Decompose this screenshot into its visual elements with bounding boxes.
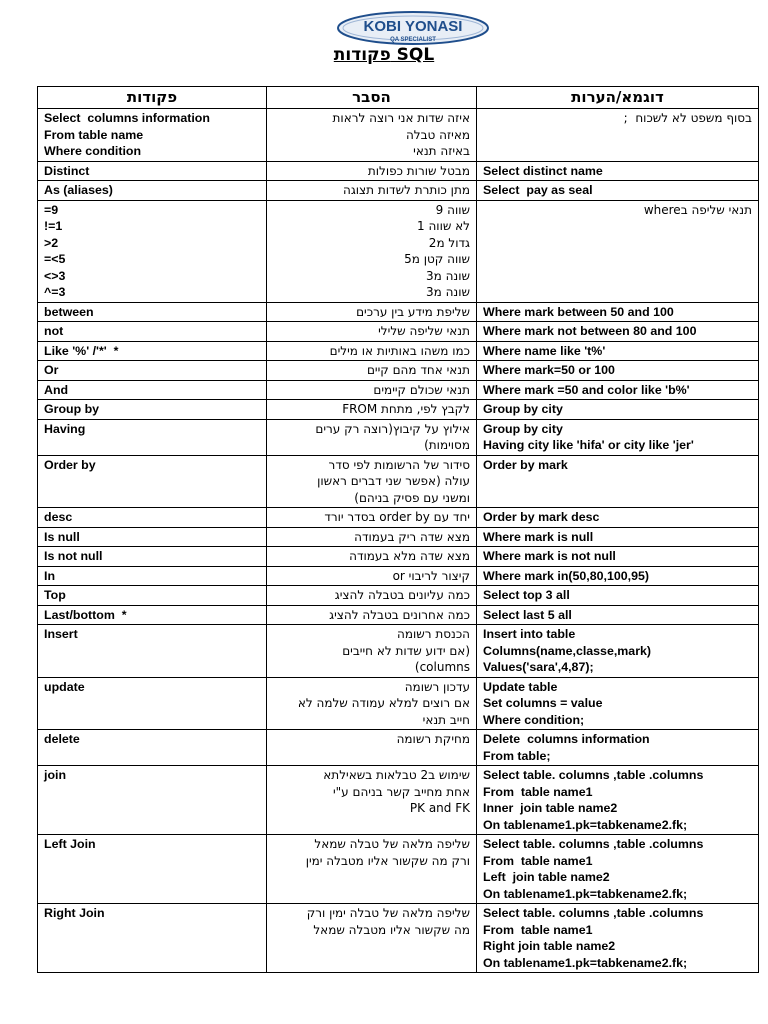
table-row xyxy=(38,455,759,508)
explanation-cell-line: לא שווה 1 xyxy=(417,219,470,233)
explanation-cell-line: ומשני עם פסיק בניהם) xyxy=(354,490,470,505)
example-cell xyxy=(477,341,759,361)
table-row xyxy=(38,341,759,361)
example-cell-line: Columns(name,classe,mark) xyxy=(483,643,652,658)
example-cell-line: From table name1 xyxy=(483,784,593,799)
command-cell-line: As (aliases) xyxy=(44,183,113,197)
example-cell-line: On tablename1.pk=tabkename2.fk; xyxy=(483,955,688,970)
explanation-cell-line: כמה עליונים בטבלה להציג xyxy=(334,588,470,602)
explanation-cell-line: גדול מ2 xyxy=(428,235,470,250)
command-cell xyxy=(38,400,267,420)
command-cell-line: >2 xyxy=(44,235,59,250)
explanation-cell-line: מסוימות) xyxy=(424,438,470,452)
command-cell-line: Left Join xyxy=(44,837,96,851)
explanation-cell-line: שווה 9 xyxy=(435,202,470,217)
example-cell-line: Where mark =50 and color like 'b%' xyxy=(483,382,690,397)
example-cell xyxy=(477,361,759,381)
example-cell-line: Right join table name2 xyxy=(483,939,616,953)
example-cell-line: Having city like 'hifa' or city like 'jer' xyxy=(483,438,694,452)
explanation-cell-line: מאיזה טבלה xyxy=(405,127,470,142)
explanation-cell-line: תנאי שכולם קיימים xyxy=(373,382,470,397)
command-cell xyxy=(38,766,267,835)
table-row xyxy=(38,625,759,678)
example-cell-line: Select pay as seal xyxy=(483,183,593,197)
example-cell-line: Where mark not between 80 and 100 xyxy=(483,324,697,338)
explanation-cell-line: מצא שדה מלא בעמודה xyxy=(349,549,470,563)
table-row xyxy=(38,508,759,528)
command-cell xyxy=(38,730,267,766)
explanation-cell-line: מה שקשור אליו מטבלה שמאל xyxy=(313,922,470,937)
command-cell xyxy=(38,566,267,586)
command-cell-line: desc xyxy=(44,510,73,524)
command-cell-line: delete xyxy=(44,732,80,746)
explanation-cell-line: ורק מה שקשור אליו מטבלה ימין xyxy=(305,853,470,868)
example-cell xyxy=(477,605,759,625)
explanation-cell xyxy=(267,361,477,381)
command-cell xyxy=(38,605,267,625)
example-cell-line: Where condition; xyxy=(483,712,585,727)
explanation-cell xyxy=(267,455,477,508)
example-cell-line: Select table. columns ,table .columns xyxy=(483,837,704,851)
explanation-cell-line: אילוץ על קיבוץ(רוצה רק ערים xyxy=(315,421,470,436)
header-explanation: הסבר xyxy=(267,87,477,109)
explanation-cell xyxy=(267,161,477,181)
command-cell xyxy=(38,625,267,678)
example-cell-line: בסוף משפט לא לשכוח ; xyxy=(623,111,752,125)
explanation-cell xyxy=(267,322,477,342)
example-cell xyxy=(477,730,759,766)
command-cell xyxy=(38,380,267,400)
explanation-cell-line: מצא שדה ריק בעמודה xyxy=(354,529,470,544)
logo-main-text: KOBI YONASI xyxy=(363,18,463,35)
example-cell-line: Select table. columns ,table .columns xyxy=(483,768,704,782)
example-cell xyxy=(477,625,759,678)
explanation-cell-line: קיצור לריבוי or xyxy=(392,568,470,583)
command-cell xyxy=(38,322,267,342)
command-cell xyxy=(38,200,267,302)
example-cell-line: תנאי שליפה בwhere xyxy=(643,202,752,217)
explanation-cell-line: עולה (אפשר שני דברים ראשון xyxy=(317,474,470,488)
explanation-cell-line: הכנסת רשומה xyxy=(396,627,470,641)
explanation-cell xyxy=(267,677,477,730)
example-cell-line: Delete columns information xyxy=(483,732,650,746)
explanation-cell xyxy=(267,625,477,678)
explanation-cell xyxy=(267,904,477,973)
example-cell-line: Where mark is not null xyxy=(483,549,616,563)
table-row xyxy=(38,566,759,586)
command-cell-line: Where condition xyxy=(44,144,142,158)
example-cell xyxy=(477,904,759,973)
explanation-cell xyxy=(267,341,477,361)
explanation-cell-line: חייב תנאי xyxy=(422,712,470,727)
explanation-cell xyxy=(267,200,477,302)
explanation-cell-line: אם רוצים למלא עמודה שלמה לא xyxy=(297,696,470,710)
command-cell-line: =9 xyxy=(44,202,59,217)
table-row xyxy=(38,527,759,547)
explanation-cell-line: אחת מחייב קשר בניהם ע"י xyxy=(332,784,470,799)
explanation-cell-line: סידור של הרשומות לפי סדר xyxy=(328,457,470,472)
command-cell-line: Or xyxy=(44,363,59,377)
table-row xyxy=(38,904,759,973)
command-cell-line: update xyxy=(44,679,85,694)
example-cell xyxy=(477,677,759,730)
explanation-cell xyxy=(267,419,477,455)
example-cell xyxy=(477,181,759,201)
example-cell-line: Group by city xyxy=(483,402,563,416)
explanation-cell-line: לקבץ לפי, מתחת FROM xyxy=(342,402,470,416)
logo-sub-text: QA SPECIALIST xyxy=(390,37,436,43)
header-commands: פקודות xyxy=(38,87,267,109)
example-cell-line: Select table. columns ,table .columns xyxy=(483,906,704,920)
table-row xyxy=(38,605,759,625)
command-cell xyxy=(38,677,267,730)
command-cell xyxy=(38,302,267,322)
example-cell-line: Where mark=50 or 100 xyxy=(483,363,615,377)
example-cell xyxy=(477,161,759,181)
explanation-cell xyxy=(267,109,477,162)
table-row xyxy=(38,400,759,420)
explanation-cell xyxy=(267,380,477,400)
example-cell-line: Select top 3 all xyxy=(483,588,570,602)
explanation-cell-line: מתן כותרת לשדות תצוגה xyxy=(342,183,470,197)
example-cell xyxy=(477,400,759,420)
table-row xyxy=(38,161,759,181)
command-cell xyxy=(38,361,267,381)
example-cell-line: Select distinct name xyxy=(483,163,603,178)
command-cell xyxy=(38,419,267,455)
example-cell xyxy=(477,566,759,586)
header-example: דוגמא/הערות xyxy=(477,87,759,109)
sql-commands-table xyxy=(37,86,759,973)
command-cell xyxy=(38,508,267,528)
explanation-cell xyxy=(267,508,477,528)
example-cell xyxy=(477,455,759,508)
command-cell-line: join xyxy=(44,768,67,782)
example-cell-line: From table; xyxy=(483,748,551,763)
explanation-cell xyxy=(267,547,477,567)
command-cell-line: Like '%' /'*' * xyxy=(44,343,119,358)
command-cell-line: !=1 xyxy=(44,219,63,233)
command-cell xyxy=(38,455,267,508)
example-cell-line: Where mark in(50,80,100,95) xyxy=(483,568,649,583)
command-cell-line: Top xyxy=(44,588,66,602)
explanation-cell-line: כמה אחרונים בטבלה להציג xyxy=(329,607,470,622)
explanation-cell-line: (אם ידוע שדות לא חייבים xyxy=(342,643,470,658)
table-row xyxy=(38,322,759,342)
table-row xyxy=(38,586,759,606)
explanation-cell-line: כמו משהו באותיות או מילים xyxy=(329,343,470,358)
command-cell xyxy=(38,181,267,201)
example-cell-line: Inner join table name2 xyxy=(483,801,618,815)
table-row xyxy=(38,380,759,400)
command-cell-line: Is null xyxy=(44,529,80,544)
table-row xyxy=(38,181,759,201)
explanation-cell-line: איזה שדות אני רוצה לראות xyxy=(332,111,470,125)
explanation-cell-line: תנאי שליפה שלילי xyxy=(378,324,470,338)
table-row xyxy=(38,730,759,766)
command-cell-line: Distinct xyxy=(44,163,90,178)
command-cell xyxy=(38,835,267,904)
example-cell xyxy=(477,322,759,342)
table-row xyxy=(38,109,759,162)
explanation-cell xyxy=(267,181,477,201)
example-cell xyxy=(477,380,759,400)
explanation-cell xyxy=(267,302,477,322)
command-cell-line: Order by xyxy=(44,457,96,472)
command-cell-line: not xyxy=(44,324,64,338)
example-cell xyxy=(477,547,759,567)
example-cell-line: From table name1 xyxy=(483,922,593,937)
table-row xyxy=(38,547,759,567)
command-cell xyxy=(38,586,267,606)
page-title: פקודות SQL xyxy=(333,45,435,65)
example-cell-line: Group by city xyxy=(483,421,563,436)
example-cell xyxy=(477,508,759,528)
example-cell xyxy=(477,200,759,302)
command-cell-line: Select columns information xyxy=(44,111,210,125)
example-cell-line: Update table xyxy=(483,679,558,694)
explanation-cell-line: יחד עם order by בסדר יורד xyxy=(324,510,470,524)
command-cell-line: In xyxy=(44,568,56,583)
command-cell xyxy=(38,341,267,361)
example-cell-line: On tablename1.pk=tabkename2.fk; xyxy=(483,817,688,832)
command-cell-line: Right Join xyxy=(44,906,105,920)
example-cell-line: Insert into table xyxy=(483,627,576,641)
explanation-cell-line: PK and FK xyxy=(409,801,470,815)
explanation-cell xyxy=(267,835,477,904)
table-row xyxy=(38,835,759,904)
table-row xyxy=(38,361,759,381)
explanation-cell xyxy=(267,766,477,835)
example-cell xyxy=(477,527,759,547)
example-cell-line: Set columns = value xyxy=(483,696,603,710)
explanation-cell xyxy=(267,566,477,586)
explanation-cell-line: columns) xyxy=(414,660,470,674)
explanation-cell-line: שליפת מידע בין ערכים xyxy=(356,304,470,319)
kobi-yonasi-logo xyxy=(336,10,490,46)
command-cell-line: between xyxy=(44,304,94,319)
example-cell-line: On tablename1.pk=tabkename2.fk; xyxy=(483,886,688,901)
explanation-cell-line: שונה מ3 xyxy=(425,268,470,283)
command-cell xyxy=(38,161,267,181)
command-cell-line: From table name xyxy=(44,127,144,142)
example-cell xyxy=(477,835,759,904)
table-header-row xyxy=(38,87,759,109)
command-cell-line: Having xyxy=(44,421,86,436)
command-cell-line: ^=3 xyxy=(44,285,66,299)
example-cell-line: Order by mark desc xyxy=(483,510,600,524)
explanation-cell-line: באיזה תנאי xyxy=(413,144,470,158)
example-cell-line: Values('sara',4,87); xyxy=(483,660,594,674)
example-cell-line: Where mark between 50 and 100 xyxy=(483,304,674,319)
table-row xyxy=(38,677,759,730)
table-row xyxy=(38,200,759,302)
explanation-cell xyxy=(267,586,477,606)
command-cell xyxy=(38,904,267,973)
command-cell-line: Last/bottom * xyxy=(44,607,127,622)
command-cell xyxy=(38,109,267,162)
explanation-cell-line: שימוש ב2 טבלאות בשאילתא xyxy=(323,768,470,782)
command-cell-line: <>3 xyxy=(44,268,66,283)
command-cell-line: Insert xyxy=(44,627,78,641)
example-cell-line: Where mark is null xyxy=(483,529,594,544)
explanation-cell-line: שונה מ3 xyxy=(425,285,470,299)
example-cell xyxy=(477,586,759,606)
example-cell-line: Order by mark xyxy=(483,457,568,472)
explanation-cell-line: שליפה מלאה של טבלה שמאל xyxy=(314,837,470,851)
command-cell-line: And xyxy=(44,382,69,397)
explanation-cell-line: שווה קטן מ5 xyxy=(404,252,470,266)
explanation-cell-line: שליפה מלאה של טבלה ימין ורק xyxy=(306,906,470,920)
command-cell xyxy=(38,547,267,567)
command-cell-line: Is not null xyxy=(44,549,103,563)
command-cell-line: =<5 xyxy=(44,252,66,266)
explanation-cell-line: תנאי אחד מהם קיים xyxy=(366,363,470,377)
explanation-cell-line: מבטל שורות כפולות xyxy=(367,163,470,178)
example-cell-line: From table name1 xyxy=(483,853,593,868)
explanation-cell-line: עדכון רשומה xyxy=(404,679,470,694)
example-cell-line: Select last 5 all xyxy=(483,607,572,622)
explanation-cell xyxy=(267,400,477,420)
table-row xyxy=(38,302,759,322)
example-cell-line: Left join table name2 xyxy=(483,870,610,884)
explanation-cell-line: מחיקת רשומה xyxy=(396,732,470,746)
explanation-cell xyxy=(267,605,477,625)
example-cell xyxy=(477,419,759,455)
table-row xyxy=(38,419,759,455)
example-cell xyxy=(477,109,759,162)
command-cell xyxy=(38,527,267,547)
example-cell-line: Where name like 't%' xyxy=(483,343,606,358)
table-row xyxy=(38,766,759,835)
example-cell xyxy=(477,766,759,835)
explanation-cell xyxy=(267,527,477,547)
explanation-cell xyxy=(267,730,477,766)
example-cell xyxy=(477,302,759,322)
command-cell-line: Group by xyxy=(44,402,100,416)
